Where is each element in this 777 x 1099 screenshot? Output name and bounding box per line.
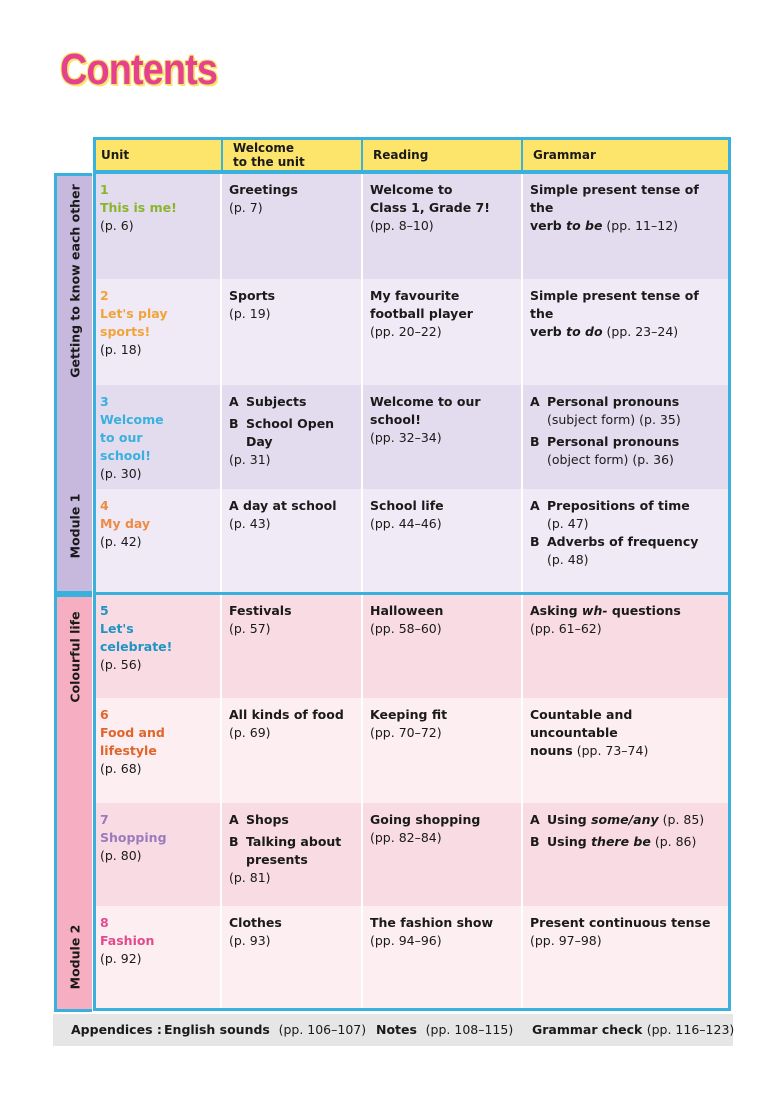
reading-cell bbox=[363, 173, 521, 279]
grammar-sub: (subject form) (p. 35) bbox=[547, 412, 681, 427]
unit-name: school! bbox=[100, 448, 151, 463]
appendices-bar bbox=[53, 1014, 733, 1046]
header-reading: Reading bbox=[373, 148, 429, 162]
item-letter: B bbox=[530, 834, 540, 849]
header-unit: Unit bbox=[101, 148, 130, 162]
grammar-text: Personal pronouns bbox=[547, 394, 680, 409]
grammar-cell bbox=[523, 594, 729, 698]
table-row bbox=[93, 803, 731, 906]
unit-page: (p. 6) bbox=[100, 218, 134, 233]
welcome-text: Clothes bbox=[229, 915, 282, 930]
grammar-line: verb bbox=[530, 324, 567, 339]
unit-page: (p. 42) bbox=[100, 534, 142, 549]
unit-number: 2 bbox=[100, 288, 109, 303]
reading-line: Keeping fit bbox=[370, 707, 448, 722]
unit-cell bbox=[93, 489, 220, 594]
grammar-italic: there be bbox=[591, 834, 651, 849]
grammar-sub: (p. 48) bbox=[547, 552, 589, 567]
reading-cell bbox=[363, 385, 521, 489]
welcome-page: (p. 57) bbox=[229, 621, 271, 636]
item-letter: A bbox=[229, 394, 239, 409]
unit-page: (p. 68) bbox=[100, 761, 142, 776]
unit-number: 8 bbox=[100, 915, 109, 930]
grammar-text: questions bbox=[607, 603, 681, 618]
reading-line: School life bbox=[370, 498, 444, 513]
unit-cell bbox=[93, 906, 220, 1011]
reading-cell bbox=[363, 594, 521, 698]
unit-page: (p. 30) bbox=[100, 466, 142, 481]
unit-number: 1 bbox=[100, 182, 109, 197]
grammar-page: (p. 85) bbox=[658, 812, 705, 827]
grammar-sub: (object form) (p. 36) bbox=[547, 452, 674, 467]
grammar-page: (pp. 97–98) bbox=[530, 933, 602, 948]
unit-name: Fashion bbox=[100, 933, 155, 948]
reading-line: The fashion show bbox=[370, 915, 494, 930]
item-letter: A bbox=[530, 498, 540, 513]
item-letter: A bbox=[530, 812, 540, 827]
unit-number: 7 bbox=[100, 812, 109, 827]
table-row bbox=[93, 698, 731, 803]
appendix-grammar-check: Grammar check (pp. 116–123) bbox=[532, 1022, 735, 1037]
appendix-grammar-check-pages: (pp. 116–123) bbox=[646, 1022, 735, 1037]
grammar-cell bbox=[523, 803, 729, 906]
grammar-line: nouns bbox=[530, 743, 573, 758]
welcome-page: (p. 69) bbox=[229, 725, 271, 740]
unit-cell bbox=[93, 803, 220, 906]
unit-cell bbox=[93, 698, 220, 803]
appendix-notes-pages: (pp. 108–115) bbox=[425, 1022, 514, 1037]
module-2-title: Colourful life bbox=[67, 611, 82, 703]
reading-line: Class 1, Grade 7! bbox=[370, 200, 490, 215]
grammar-text: Using bbox=[547, 834, 592, 849]
welcome-page: (p. 81) bbox=[229, 870, 271, 885]
welcome-cell bbox=[222, 803, 360, 906]
item-letter: B bbox=[229, 416, 239, 431]
grammar-text: Prepositions of time bbox=[547, 498, 690, 513]
welcome-text: Subjects bbox=[246, 394, 307, 409]
grammar-text: Asking bbox=[530, 603, 582, 618]
unit-page: (p. 56) bbox=[100, 657, 142, 672]
grammar-italic: to do bbox=[566, 324, 603, 339]
grammar-cell bbox=[523, 385, 729, 489]
reading-cell bbox=[363, 698, 521, 803]
welcome-page: (p. 31) bbox=[229, 452, 271, 467]
grammar-line: verb bbox=[530, 218, 567, 233]
table-row bbox=[93, 489, 731, 594]
module-2-band bbox=[54, 594, 92, 1012]
welcome-cell bbox=[222, 173, 360, 279]
item-letter: A bbox=[229, 812, 239, 827]
unit-cell bbox=[93, 385, 220, 489]
unit-name: My day bbox=[100, 516, 151, 531]
unit-cell bbox=[93, 279, 220, 385]
grammar-cell bbox=[523, 279, 729, 385]
reading-cell bbox=[363, 489, 521, 594]
header-welcome-line2: to the unit bbox=[233, 155, 305, 169]
reading-page: (pp. 8–10) bbox=[370, 218, 434, 233]
unit-name: celebrate! bbox=[100, 639, 173, 654]
reading-page: (pp. 20–22) bbox=[370, 324, 442, 339]
table-row bbox=[93, 279, 731, 385]
reading-page: (pp. 82–84) bbox=[370, 830, 442, 845]
grammar-cell bbox=[523, 698, 729, 803]
unit-cell bbox=[93, 173, 220, 279]
welcome-text: A day at school bbox=[229, 498, 337, 513]
reading-cell bbox=[363, 279, 521, 385]
unit-number: 6 bbox=[100, 707, 109, 722]
grammar-sub: (p. 47) bbox=[547, 516, 589, 531]
reading-page: (pp. 70–72) bbox=[370, 725, 442, 740]
table-header bbox=[93, 137, 731, 173]
item-letter: B bbox=[530, 434, 540, 449]
grammar-text: Adverbs of frequency bbox=[547, 534, 699, 549]
unit-name: to our bbox=[100, 430, 143, 445]
unit-cell bbox=[93, 594, 220, 698]
unit-page: (p. 80) bbox=[100, 848, 142, 863]
reading-line: Welcome to bbox=[370, 182, 453, 197]
welcome-page: (p. 7) bbox=[229, 200, 263, 215]
grammar-line: Simple present tense of the bbox=[530, 288, 699, 321]
item-letter: A bbox=[530, 394, 540, 409]
welcome-text: Festivals bbox=[229, 603, 292, 618]
reading-line: Going shopping bbox=[370, 812, 481, 827]
appendix-notes: Notes (pp. 108–115) bbox=[376, 1022, 514, 1037]
unit-number: 3 bbox=[100, 394, 109, 409]
welcome-text: Shops bbox=[246, 812, 289, 827]
appendices-label: Appendices : bbox=[71, 1022, 162, 1037]
unit-name: sports! bbox=[100, 324, 151, 339]
unit-name: lifestyle bbox=[100, 743, 157, 758]
grammar-line: Simple present tense of the bbox=[530, 182, 699, 215]
table-row bbox=[93, 906, 731, 1011]
welcome-text: Talking about presents bbox=[246, 834, 342, 867]
unit-name: Welcome bbox=[100, 412, 164, 427]
grammar-page: (pp. 73–74) bbox=[572, 743, 649, 758]
table-row bbox=[93, 385, 731, 489]
welcome-cell bbox=[222, 279, 360, 385]
welcome-cell bbox=[222, 698, 360, 803]
welcome-cell bbox=[222, 906, 360, 1011]
unit-name: Shopping bbox=[100, 830, 167, 845]
welcome-cell bbox=[222, 594, 360, 698]
reading-cell bbox=[363, 906, 521, 1011]
grammar-text: Personal pronouns bbox=[547, 434, 680, 449]
header-welcome bbox=[233, 140, 305, 170]
module-1-band bbox=[54, 173, 92, 594]
welcome-page: (p. 43) bbox=[229, 516, 271, 531]
welcome-cell bbox=[222, 385, 360, 489]
grammar-cell bbox=[523, 173, 729, 279]
appendix-sounds-pages: (pp. 106–107) bbox=[278, 1022, 367, 1037]
contents-table bbox=[93, 137, 731, 1011]
header-welcome-line1: Welcome bbox=[233, 141, 295, 155]
reading-cell bbox=[363, 803, 521, 906]
unit-page: (p. 18) bbox=[100, 342, 142, 357]
unit-name: Food and bbox=[100, 725, 165, 740]
grammar-line: Present continuous tense bbox=[530, 915, 711, 930]
grammar-italic: to be bbox=[566, 218, 603, 233]
module-2-label: Module 2 bbox=[67, 924, 82, 990]
grammar-line: Countable and uncountable bbox=[530, 707, 633, 740]
unit-number: 4 bbox=[100, 498, 109, 513]
grammar-text: Using bbox=[547, 812, 592, 827]
grammar-italic: wh- bbox=[581, 603, 608, 618]
reading-page: (pp. 32–34) bbox=[370, 430, 442, 445]
module-1-title: Getting to know each other bbox=[67, 184, 82, 378]
item-letter: B bbox=[530, 534, 540, 549]
reading-line: My favourite bbox=[370, 288, 460, 303]
grammar-page: (pp. 23–24) bbox=[602, 324, 679, 339]
welcome-text: School Open Day bbox=[246, 416, 335, 449]
unit-name: This is me! bbox=[100, 200, 177, 215]
table-row bbox=[93, 173, 731, 279]
reading-line: football player bbox=[370, 306, 473, 321]
grammar-cell bbox=[523, 906, 729, 1011]
welcome-text: Sports bbox=[229, 288, 276, 303]
grammar-page: (pp. 11–12) bbox=[602, 218, 679, 233]
grammar-page: (p. 86) bbox=[650, 834, 697, 849]
welcome-text: All kinds of food bbox=[229, 707, 344, 722]
reading-page: (pp. 94–96) bbox=[370, 933, 442, 948]
grammar-cell bbox=[523, 489, 729, 594]
appendix-sounds: English sounds (pp. 106–107) bbox=[164, 1022, 367, 1037]
module-1-label: Module 1 bbox=[67, 493, 82, 559]
reading-line: Welcome to our bbox=[370, 394, 481, 409]
reading-line: school! bbox=[370, 412, 421, 427]
unit-page: (p. 92) bbox=[100, 951, 142, 966]
reading-line: Halloween bbox=[370, 603, 444, 618]
header-grammar: Grammar bbox=[533, 148, 596, 162]
welcome-page: (p. 93) bbox=[229, 933, 271, 948]
grammar-italic: some/any bbox=[591, 812, 659, 827]
reading-page: (pp. 44–46) bbox=[370, 516, 442, 531]
table-row bbox=[93, 594, 731, 698]
reading-page: (pp. 58–60) bbox=[370, 621, 442, 636]
item-letter: B bbox=[229, 834, 239, 849]
grammar-page: (pp. 61–62) bbox=[530, 621, 602, 636]
welcome-text: Greetings bbox=[229, 182, 298, 197]
page-title: Contents bbox=[60, 45, 218, 94]
welcome-page: (p. 19) bbox=[229, 306, 271, 321]
unit-number: 5 bbox=[100, 603, 109, 618]
unit-name: Let's play bbox=[100, 306, 168, 321]
unit-name: Let's bbox=[100, 621, 134, 636]
welcome-cell bbox=[222, 489, 360, 594]
